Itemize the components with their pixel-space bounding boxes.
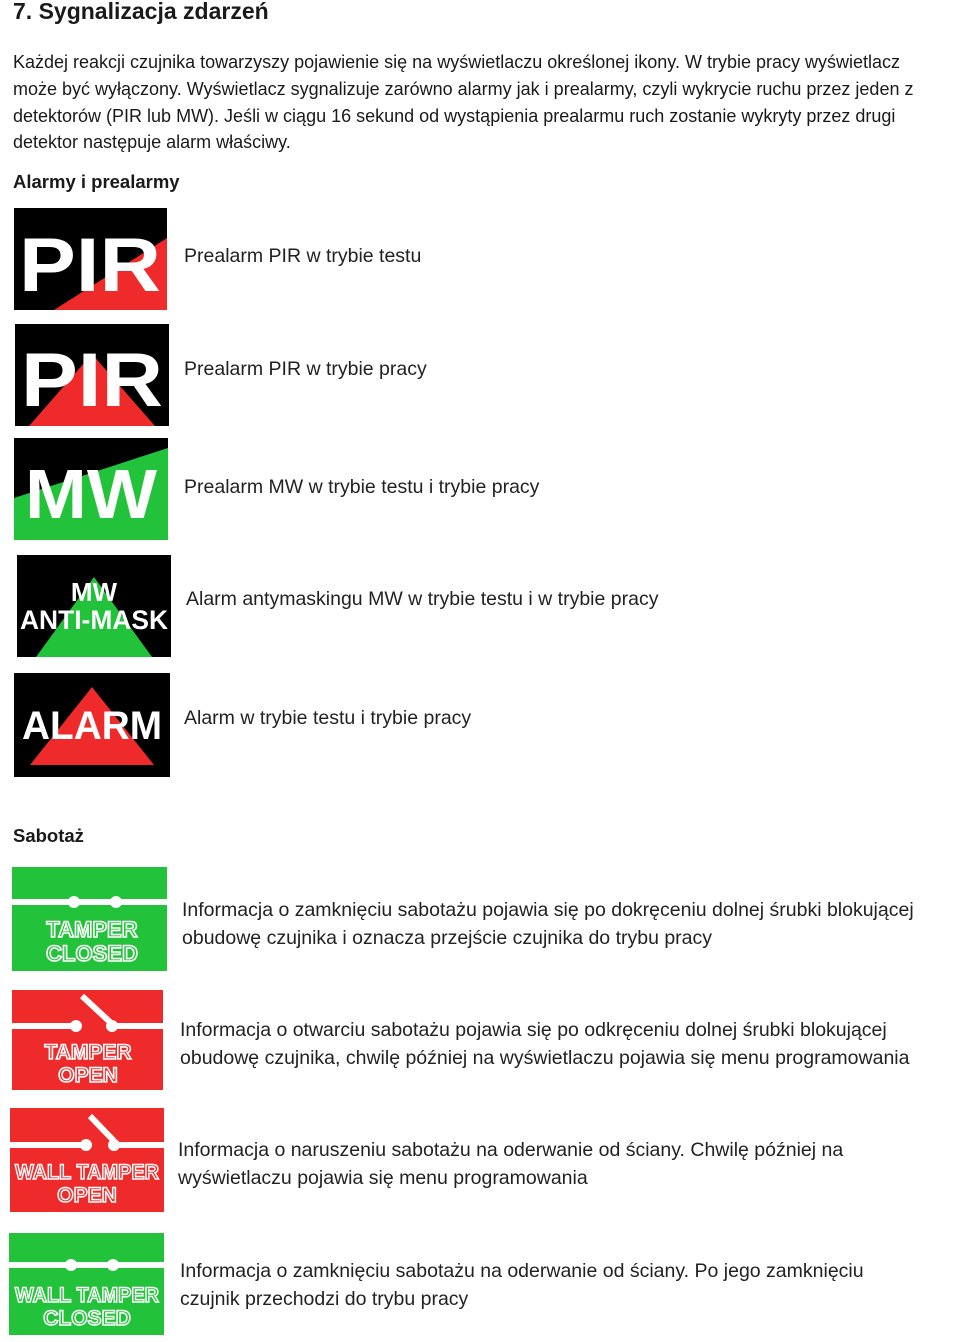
wall-tamper-closed-icon-text-2: CLOSED bbox=[43, 1307, 131, 1330]
wall-tamper-closed-icon bbox=[9, 1233, 164, 1335]
page-heading: 7. Sygnalizacja zdarzeń bbox=[13, 0, 269, 24]
wall-tamper-open-icon-text-1: WALL TAMPER bbox=[15, 1161, 159, 1184]
alarm-desc-alarm: Alarm w trybie testu i trybie pracy bbox=[184, 707, 472, 729]
sabotage-desc-wall-tamper-closed-line-2: czujnik przechodzi do trybu pracy bbox=[180, 1288, 469, 1310]
wall-tamper-closed-icon-text-1: WALL TAMPER bbox=[15, 1284, 159, 1307]
sabotage-desc-tamper-closed-line-2: obudowę czujnika i oznacza przejście czujnika do trybu pracy bbox=[182, 927, 713, 949]
pir-work-icon bbox=[15, 324, 169, 426]
sabotage-desc-tamper-open-line-1: Informacja o otwarciu sabotażu pojawia się po odkręceniu dolnej śrubki blokującej bbox=[180, 1019, 887, 1041]
pir-test-icon-text: PIR bbox=[19, 223, 161, 308]
alarms-section-title: Alarmy i prealarmy bbox=[13, 171, 180, 192]
mw-icon bbox=[14, 438, 168, 540]
alarm-icon bbox=[14, 673, 170, 777]
tamper-open-icon-text-1: TAMPER bbox=[44, 1041, 132, 1064]
sabotage-desc-tamper-open-line-2: obudowę czujnika, chwilę później na wyświetlaczu pojawia się menu programowania bbox=[180, 1047, 910, 1069]
alarm-desc-anti-mask: Alarm antymaskingu MW w trybie testu i w trybie pracy bbox=[186, 588, 659, 610]
wall-tamper-open-icon bbox=[10, 1108, 164, 1212]
tamper-open-icon bbox=[12, 990, 163, 1090]
wall-tamper-open-icon-text-2: OPEN bbox=[57, 1184, 117, 1207]
pir-test-icon bbox=[14, 208, 167, 310]
mw-anti-mask-icon-text-1: MW bbox=[70, 577, 118, 607]
sabotage-desc-wall-tamper-closed-line-1: Informacja o zamknięciu sabotażu na oderwanie od ściany. Po jego zamknięciu bbox=[180, 1260, 864, 1282]
mw-anti-mask-icon bbox=[17, 555, 171, 657]
mw-anti-mask-icon-text-2: ANTI-MASK bbox=[20, 605, 169, 635]
sabotage-desc-tamper-closed bbox=[182, 896, 914, 952]
alarm-icon-text: ALARM bbox=[22, 704, 162, 748]
tamper-open-icon-text-2: OPEN bbox=[58, 1064, 118, 1087]
sabotage-desc-wall-tamper-open bbox=[178, 1136, 843, 1192]
tamper-closed-icon-text-1: TAMPER bbox=[46, 917, 138, 942]
sabotage-desc-tamper-open bbox=[180, 1016, 909, 1072]
alarm-desc-pir-test: Prealarm PIR w trybie testu bbox=[184, 245, 422, 267]
sabotage-section-title: Sabotaż bbox=[13, 825, 84, 846]
pir-work-icon-text: PIR bbox=[21, 338, 163, 423]
sabotage-desc-tamper-closed-line-1: Informacja o zamknięciu sabotażu pojawia się po dokręceniu dolnej śrubki blokującej bbox=[182, 899, 914, 921]
alarm-desc-pir-work: Prealarm PIR w trybie pracy bbox=[184, 358, 427, 380]
mw-icon-text: MW bbox=[25, 455, 157, 533]
sabotage-desc-wall-tamper-closed bbox=[180, 1257, 864, 1313]
tamper-closed-icon bbox=[12, 867, 167, 971]
alarm-desc-mw: Prealarm MW w trybie testu i trybie pracy bbox=[184, 476, 540, 498]
intro-paragraph: Każdej reakcji czujnika towarzyszy pojawienie się na wyświetlaczu określonej ikony. W trybie pracy wyświetlacz może być wyłączony. Wyświetlacz sygnalizuje zarówno alarmy jak i prealarmy, czyli wykrycie ruchu przez jeden z detektorów (PIR lub MW). Jeśli w ciągu 16 sekund od wystąpienia prealarmu ruch zostanie wykryty przez drugi detektor następuje alarm właściwy. bbox=[13, 52, 914, 153]
sabotage-desc-wall-tamper-open-line-1: Informacja o naruszeniu sabotażu na oderwanie od ściany. Chwilę później na bbox=[178, 1139, 844, 1161]
sabotage-desc-wall-tamper-open-line-2: wyświetlaczu pojawia się menu programowania bbox=[178, 1167, 588, 1189]
tamper-closed-icon-text-2: CLOSED bbox=[46, 941, 138, 966]
